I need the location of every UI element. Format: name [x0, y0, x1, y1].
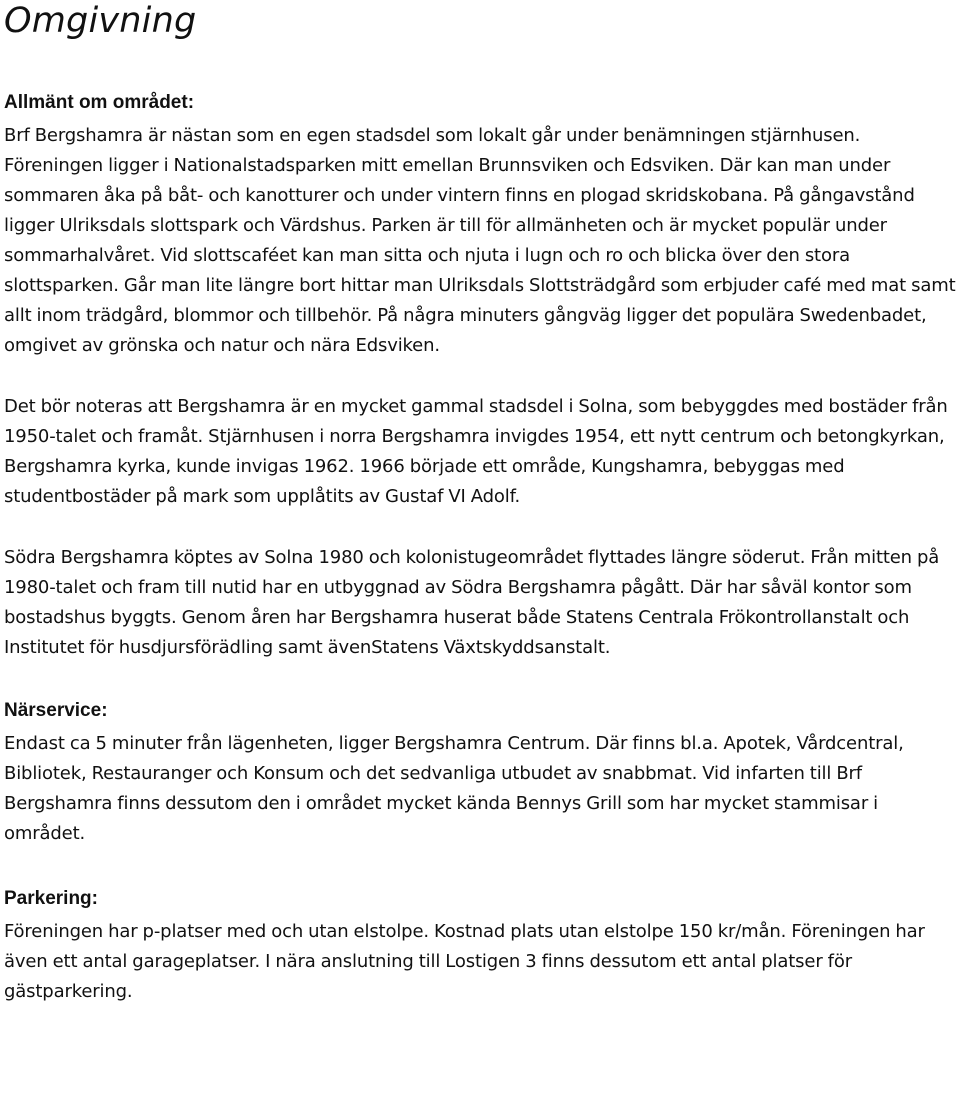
paragraph-sodra-bergshamra: Södra Bergshamra köptes av Solna 1980 och kolonistugeområdet flyttades längre söderut. Från mitten på 1980-talet och fram till nutid har en utbyggnad av Södra Bergshamra pågått. Där har såväl kontor som bostadshus byggts. Genom åren har Bergshamra huserat både Statens Centrala Frökontrollanstalt och Institutet för husdjursförädling samt ävenStatens Växtskyddsanstalt. [4, 547, 940, 658]
paragraph-parkering: Föreningen har p-platser med och utan elstolpe. Kostnad plats utan elstolpe 150 kr/mån. Föreningen har även ett antal garageplatser. I nära anslutning till Lostigen 3 finns dessutom ett antal platser för gästparkering. [4, 921, 925, 1002]
paragraph-historia: Det bör noteras att Bergshamra är en mycket gammal stadsdel i Solna, som bebyggdes med bostäder från 1950-talet och framåt. Stjärnhusen i norra Bergshamra invigdes 1954, ett nytt centrum och betongkyrkan, Bergshamra kyrka, kunde invigas 1962. 1966 började ett område, Kungshamra, bebyggas med studentbostäder på mark som upplåtits av Gustaf VI Adolf. [4, 396, 948, 507]
paragraph-narservice: Endast ca 5 minuter från lägenheten, ligger Bergshamra Centrum. Där finns bl.a. Apotek, Vårdcentral, Bibliotek, Restauranger och Konsum och det sedvanliga utbudet av snabbmat. Vid infarten till Brf Bergshamra finns dessutom den i området mycket kända Bennys Grill som har mycket stammisar i området. [4, 733, 904, 844]
document-page [4, 0, 956, 1007]
section-heading-parkering: Parkering: [4, 888, 98, 909]
section-heading-narservice: Närservice: [4, 700, 108, 721]
paragraph-allmant-omradet: Brf Bergshamra är nästan som en egen stadsdel som lokalt går under benämningen stjärnhusen. Föreningen ligger i Nationalstadsparken mitt emellan Brunnsviken och Edsviken. Där kan man under sommaren åka på båt- och kanotturer och under vintern finns en plogad skridskobana. På gångavstånd ligger Ulriksdals slottspark och Värdshus. Parken är till för allmänheten och är mycket populär under sommarhalvåret. Vid slottscaféet kan man sitta och njuta i lugn och ro och blicka över den stora slottsparken. Går man lite längre bort hittar man Ulriksdals Slottsträdgård som erbjuder café med mat samt allt inom trädgård, blommor och tillbehör. På några minuters gångväg ligger det populära Swedenbadet, omgivet av grönska och natur och nära Edsviken. [4, 125, 956, 356]
section-heading-allmant: Allmänt om området: [4, 92, 195, 113]
page-title: Omgivning [4, 1, 197, 41]
